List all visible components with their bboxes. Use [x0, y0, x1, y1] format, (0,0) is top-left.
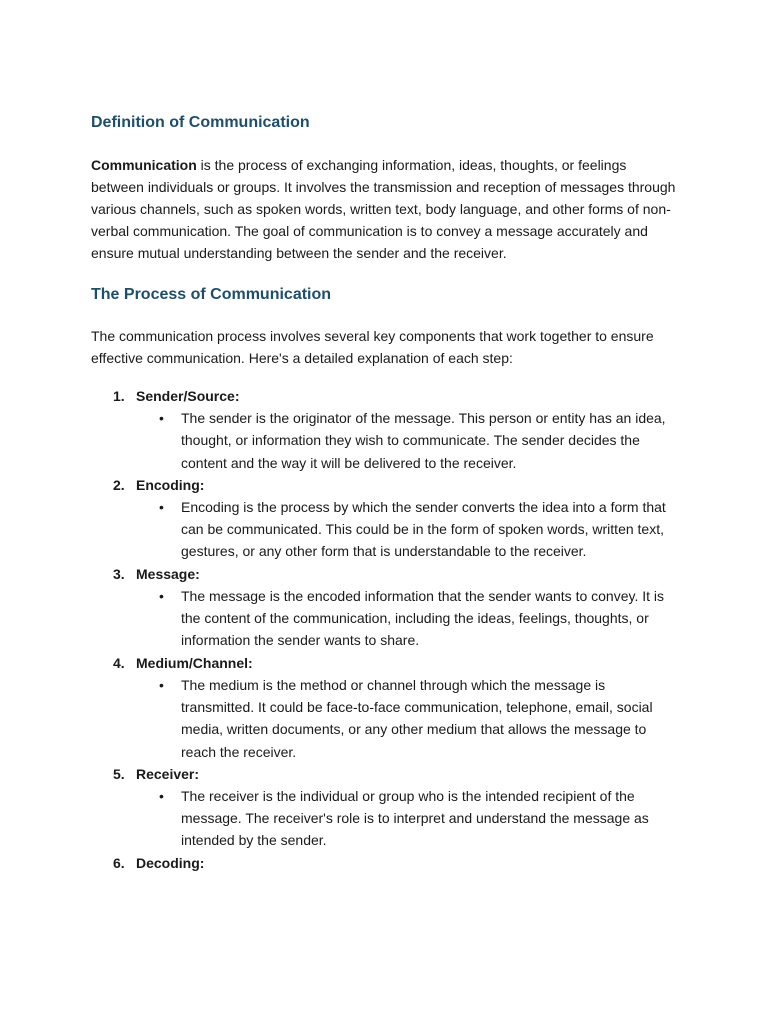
heading-process: The Process of Communication	[91, 286, 332, 303]
step-title: Encoding:	[136, 476, 205, 493]
step-detail-text: The medium is the method or channel through which the message is transmitted. It could be face-to-face communication, telephone, email, social media, written documents, or any other medium that allows the message to reach the receiver.	[181, 676, 653, 760]
step-detail	[159, 785, 681, 852]
definition-term: Communication	[91, 157, 197, 173]
step-number: 4.	[113, 654, 125, 671]
bullet-icon: •	[159, 410, 164, 426]
step-item-sender	[91, 385, 691, 474]
step-item-receiver	[91, 763, 691, 852]
definition-paragraph	[91, 154, 676, 264]
heading-definition: Definition of Communication	[91, 114, 310, 131]
step-item-message	[91, 563, 691, 652]
bullet-icon: •	[159, 498, 164, 515]
bullet-icon: •	[159, 787, 164, 804]
bullet-icon: •	[159, 676, 164, 693]
step-title: Sender/Source:	[136, 388, 240, 404]
step-number: 6.	[113, 854, 125, 871]
step-detail	[159, 407, 681, 474]
step-item-decoding	[91, 852, 691, 874]
step-item-medium	[91, 652, 691, 763]
step-item-encoding	[91, 474, 691, 563]
step-detail-text: The receiver is the individual or group who is the intended recipient of the message. The receiver's role is to interpret and understand the message as intended by the sender.	[181, 787, 649, 849]
step-title: Receiver:	[136, 765, 200, 782]
bullet-icon: •	[159, 587, 164, 604]
step-detail-text: The sender is the originator of the message. This person or entity has an idea, thought, or information they wish to communicate. The sender decides the content and the way it will be delivered to the receiver.	[181, 410, 666, 471]
step-number: 3.	[113, 565, 125, 582]
step-detail-text: Encoding is the process by which the sender converts the idea into a form that can be communicated. This could be in the form of spoken words, written text, gestures, or any other form that is understandable to the receiver.	[181, 498, 666, 560]
step-detail	[159, 585, 681, 652]
step-number: 5.	[113, 765, 125, 782]
step-detail	[159, 496, 681, 563]
step-title: Decoding:	[136, 854, 205, 871]
step-number: 2.	[113, 476, 125, 493]
definition-text: is the process of exchanging information, ideas, thoughts, or feelings between individuals or groups. It involves the transmission and reception of messages through various channels, such as spoken words, written text, body language, and other forms of non-verbal communication. The goal of communication is to convey a message accurately and ensure mutual understanding between the sender and the receiver.	[91, 157, 676, 261]
step-title: Medium/Channel:	[136, 654, 253, 671]
step-number: 1.	[113, 388, 125, 404]
process-intro: The communication process involves several key components that work together to ensure effective communication. Here's a detailed explanation of each step:	[91, 328, 654, 366]
step-detail	[159, 674, 681, 763]
step-title: Message:	[136, 565, 200, 582]
process-steps-list	[91, 385, 691, 874]
step-detail-text: The message is the encoded information that the sender wants to convey. It is the content of the communication, including the ideas, feelings, thoughts, or information the sender wants to share.	[181, 587, 665, 649]
